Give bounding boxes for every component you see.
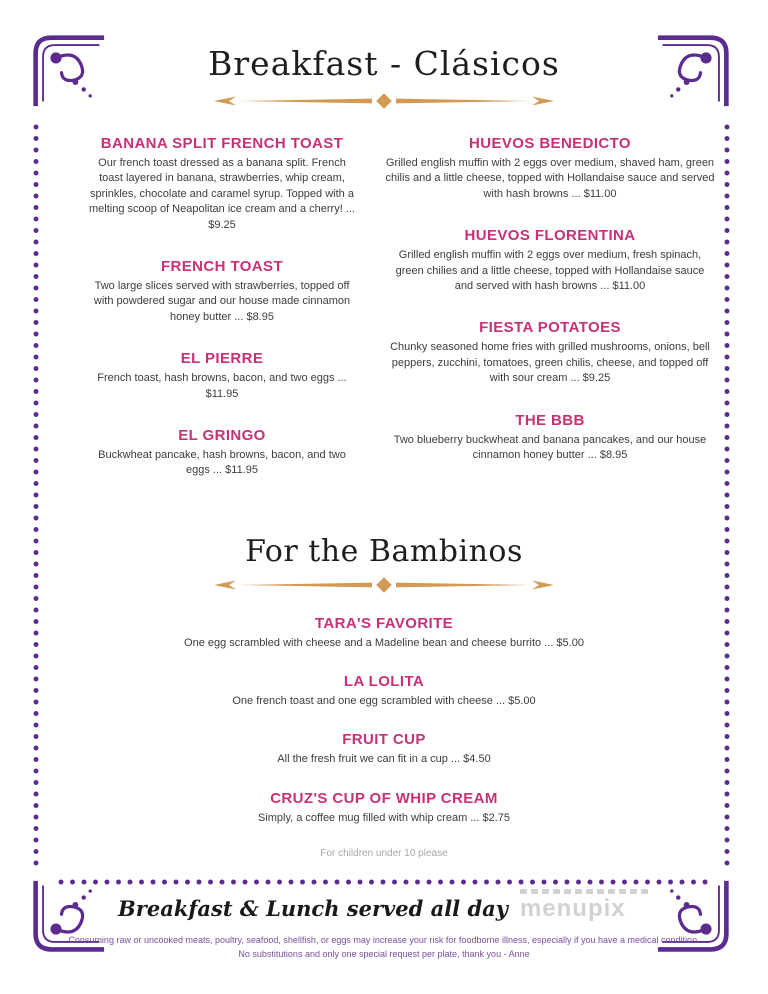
menu-item-name: LA LOLITA (343, 673, 425, 691)
disclaimer-line-2: No substitutions and only one special request per plate, thank you - Anne (238, 948, 530, 959)
clasicos-section (88, 135, 715, 504)
menu-item-description: One french toast and one egg scrambled with cheese ... $5.00 (232, 695, 536, 708)
menupix-watermark (520, 889, 650, 921)
menu-item-name: HUEVOS FLORENTINA (464, 227, 636, 245)
menu-item (88, 135, 356, 233)
dotted-border-right (724, 122, 730, 870)
menu-item (385, 227, 715, 294)
menu-item-description: Two large slices served with strawberries, topped off with powdered sugar and our house made cinnamon honey butter ... $8.95 (93, 279, 351, 323)
menu-item-description: Grilled english muffin with 2 eggs over medium, fresh spinach, green chilies and a little cheese, topped with Hollandaise sauce and served with hash browns ... $11.00 (395, 249, 705, 292)
menu-item-description: One egg scrambled with cheese and a Madeline bean and cheese burrito ... $5.00 (184, 636, 584, 649)
menu-item-name: BANANA SPLIT FRENCH TOAST (100, 135, 344, 152)
menu-item-name: THE BBB (515, 411, 585, 429)
clasicos-left-column (88, 135, 356, 504)
menu-item (88, 350, 356, 402)
menu-item (88, 427, 356, 479)
menu-item-description: All the fresh fruit we can fit in a cup ... $4.50 (277, 753, 491, 766)
menu-item-description: Chunky seasoned home fries with grilled mushrooms, onions, bell peppers, zucchini, tomatoes, green chilis, cheese, and topped off with sour cream ... $9.25 (390, 341, 710, 385)
menu-item-name: TARA'S FAVORITE (314, 614, 454, 632)
dotted-border-bottom (56, 879, 708, 885)
menu-item (385, 319, 715, 386)
dotted-border-left (33, 122, 39, 870)
menu-item (88, 258, 356, 325)
ornamental-divider-icon (204, 577, 564, 593)
menu-item (0, 731, 768, 767)
menu-item-description: Buckwheat pancake, hash browns, bacon, and two eggs ... $11.95 (98, 448, 346, 477)
ornamental-divider-icon (204, 93, 564, 109)
menu-item-name: HUEVOS BENEDICTO (469, 135, 631, 152)
corner-flourish-icon (31, 33, 105, 107)
clasicos-right-column (385, 135, 715, 504)
menu-item-name: FRENCH TOAST (160, 257, 284, 275)
menu-item-name: EL PIERRE (180, 350, 264, 368)
menu-item-name: FIESTA POTATOES (479, 319, 621, 337)
page-title: Breakfast - Clásicos (208, 44, 560, 83)
menu-item-description: Simply, a coffee mug filled with whip cream ... $2.75 (257, 811, 511, 824)
menu-item-name: FRUIT CUP (342, 731, 426, 749)
watermark-dashes-icon (520, 889, 650, 894)
menu-item-description: Our french toast dressed as a banana split. French toast layered in banana, strawberries, whip cream, sprinkles, chocolate and caramel syrup. Topped with a melting scoop of Neapolitan ice cream and a cherry! ... $9.25 (89, 157, 355, 231)
menu-item-name: CRUZ'S CUP OF WHIP CREAM (270, 789, 498, 807)
corner-flourish-icon (657, 33, 731, 107)
menu-item (0, 790, 768, 826)
menu-item (385, 135, 715, 202)
menu-header (0, 0, 768, 109)
menu-item-description: French toast, hash browns, bacon, and two eggs ... $11.95 (97, 372, 347, 400)
menu-item-name: EL GRINGO (178, 426, 266, 444)
menu-item (0, 615, 768, 651)
menu-item-description: Grilled english muffin with 2 eggs over medium, shaved ham, green chilis and a little cheese, topped with Hollandaise sauce and served with hash browns ... $11.00 (385, 157, 715, 200)
menu-item (0, 673, 768, 709)
watermark-text: menupix (519, 895, 626, 922)
menu-item-description: Two blueberry buckwheat and banana pancakes, and our house cinnamon honey butter ... $8.95 (393, 433, 707, 461)
disclaimer-line-1: Consuming raw or uncooked meats, poultry, seafood, shellfish, or eggs may increase your risk for foodborne illness, especially if you have a medical condition. (68, 935, 700, 945)
children-note: For children under 10 please (320, 848, 448, 860)
footer-tagline: Breakfast & Lunch served all day (118, 896, 508, 921)
footer-row (0, 889, 768, 921)
bambinos-section (0, 534, 768, 860)
bambinos-title: For the Bambinos (245, 533, 523, 569)
menu-item (385, 412, 715, 464)
disclaimer (0, 934, 768, 962)
